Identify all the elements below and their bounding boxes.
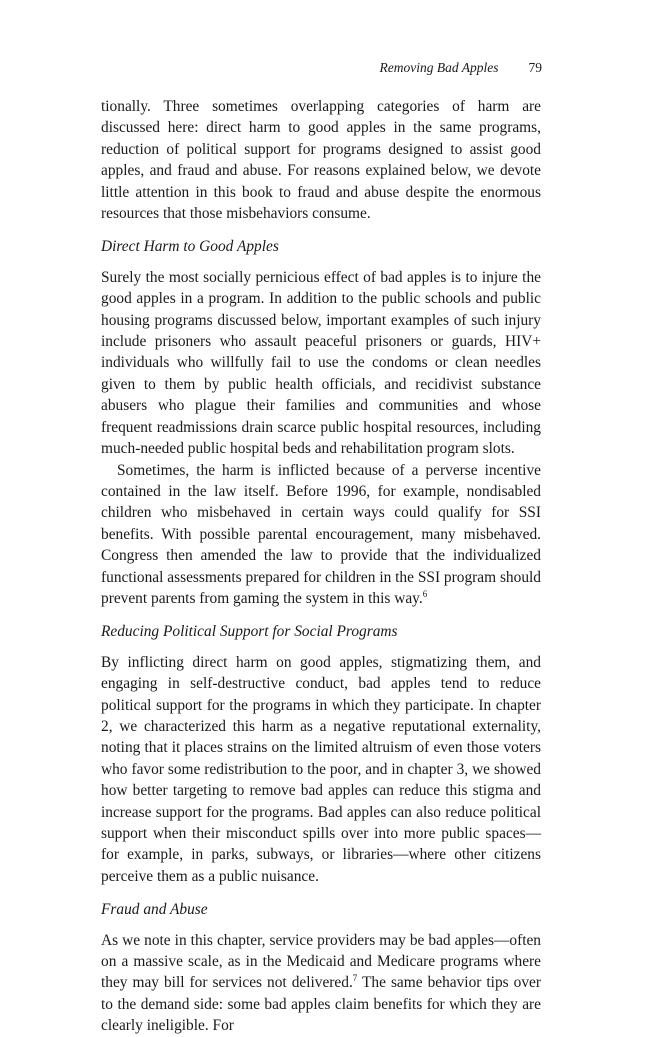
paragraph-perverse-incentive <box>101 460 541 610</box>
paragraph-direct-harm: Surely the most socially pernicious effect of bad apples is to injure the good apples in a program. In addition to the public schools and public housing programs discussed below, important examples of such injury include prisoners who assault peaceful prisoners or guards, HIV+ individuals who willfully fail to use the condoms or clean needles given to them by public health officials, and recidivist substance abusers who plague their families and communities and whose frequent readmissions drain scarce public hospital resources, including much-needed public hospital beds and rehabilitation program slots. <box>101 268 541 458</box>
running-title: Removing Bad Apples <box>379 60 499 75</box>
paragraph-fraud-abuse-text-b: The same behavior tips over to the demand side: some bad apples claim benefits for which they are clearly ineligible. For <box>101 974 541 1035</box>
footnote-ref-6[interactable]: 6 <box>422 588 428 599</box>
page-number: 79 <box>528 60 542 75</box>
paragraph-fraud-abuse-text-a: As we note in this chapter, service providers may be bad apples—often on a massive scale, as in the Medicaid and Medicare programs where they may bill for services not delivered. <box>101 931 541 992</box>
running-head <box>100 60 542 76</box>
paragraph-political-support: By inflicting direct harm on good apples, stigmatizing them, and engaging in self-destructive conduct, bad apples tend to reduce political support for the programs in which they participate. In chapter 2, we characterized this harm as a negative reputational externality, noting that it places strains on the limited altruism of even those voters who favor some redistribution to the poor, and in chapter 3, we showed how better targeting to remove bad apples can reduce this stigma and increase support for the programs. Bad apples can also reduce political support when their misconduct spills over into more public spaces—for example, in parks, subways, or libraries—where other citizens perceive them as a public nuisance. <box>101 653 541 885</box>
footnote-ref-7[interactable]: 7 <box>352 973 358 984</box>
paragraph-continuation: tionally. Three sometimes overlapping categories of harm are discussed here: direct harm to good apples in the same programs, reduction of political support for programs designed to assist good apples, and fraud and abuse. For reasons explained below, we devote little attention in this book to fraud and abuse despite the enormous resources that those misbehaviors consume. <box>101 98 541 223</box>
section-heading-direct-harm: Direct Harm to Good Apples <box>101 238 279 256</box>
section-heading-political-support: Reducing Political Support for Social Programs <box>101 623 398 641</box>
paragraph-fraud-abuse <box>101 930 541 1037</box>
paragraph-perverse-incentive-text: Sometimes, the harm is inflicted because of a perverse incentive contained in the law itself. Before 1996, for example, nondisabled children who misbehaved in certain ways could qualify for SSI benefits. With possible parental encouragement, many misbehaved. Congress then amended the law to provide that the individualized functional assessments prepared for children in the SSI program should prevent parents from gaming the system in this way. <box>101 461 541 607</box>
page-body <box>101 96 541 1037</box>
section-heading-fraud-abuse: Fraud and Abuse <box>101 901 208 919</box>
